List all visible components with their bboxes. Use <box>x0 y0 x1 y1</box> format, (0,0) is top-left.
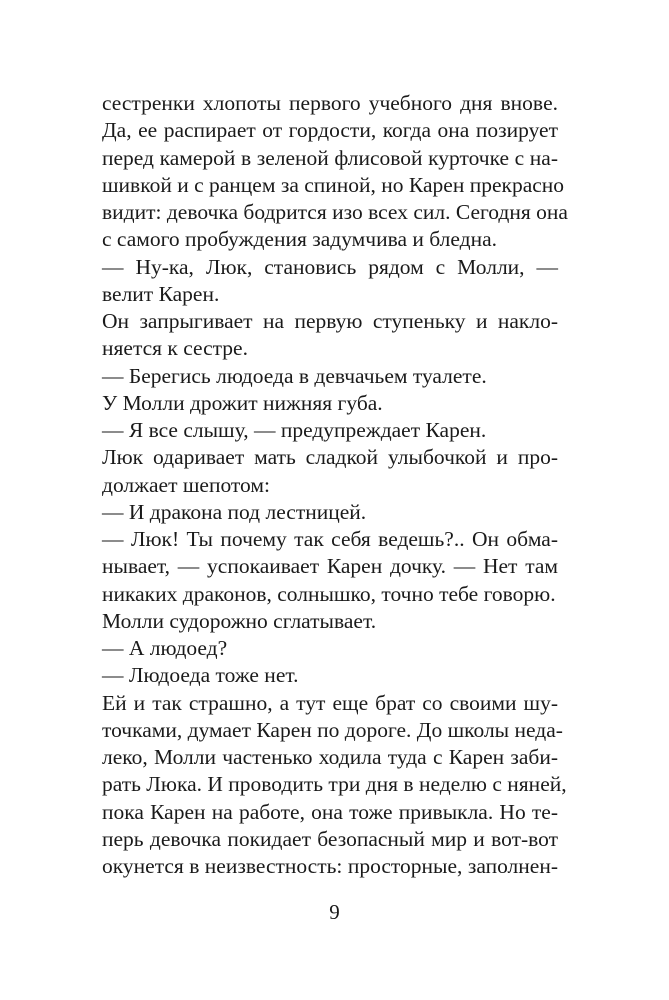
text-line: окунется в неизвестность: просторные, заполнен- <box>102 854 558 878</box>
text-line: перь девочка покидает безопасный мир и вот-вот <box>102 826 558 851</box>
text-line: Ей и так страшно, а тут еще брат со своими шу- <box>102 690 558 715</box>
text-line: леко, Молли частенько ходила туда с Карен заби- <box>102 745 558 769</box>
text-line: Люк одаривает мать сладкой улыбочкой и про- <box>102 445 558 470</box>
text-line: рать Люка. И проводить три дня в неделю с няней, <box>102 772 567 797</box>
text-line: пока Карен на работе, она тоже привыкла. Но те- <box>102 799 558 824</box>
text-line: велит Карен. <box>102 281 220 306</box>
text-line: — Людоеда тоже нет. <box>102 663 299 688</box>
text-line: должает шепотом: <box>102 472 270 497</box>
text-line: сестренки хлопоты первого учебного дня вновe. <box>102 91 558 115</box>
text-line: перед камерой в зеленой флисовой курточке с на- <box>102 145 558 170</box>
text-line: видит: девочка бодрится изо всех сил. Сегодня она <box>102 200 568 224</box>
text-line: — И дракона под лестницей. <box>102 499 367 524</box>
text-line: У Молли дрожит нижняя губа. <box>102 390 383 415</box>
text-line: Он запрыгивает на первую ступеньку и накло- <box>102 309 558 333</box>
text-line: Молли судорожно сглатывает. <box>102 608 377 633</box>
text-line: точками, думает Карен по дороге. До школы неда- <box>102 717 563 742</box>
text-line: няется к сестре. <box>102 336 248 361</box>
text-line: нывает, — успокаивает Карен дочку. — Нет там <box>102 554 558 579</box>
page-number: 9 <box>329 900 340 924</box>
text-line: — Ну-ка, Люк, становись рядом с Молли, — <box>102 254 558 279</box>
text-line: с самого пробуждения задумчива и бледна. <box>102 227 498 252</box>
text-line: — Люк! Ты почему так себя ведешь?.. Он обма- <box>102 527 558 551</box>
body-text <box>102 90 568 880</box>
text-line: шивкой и с ранцем за спиной, но Карен прекрасно <box>102 172 565 197</box>
text-line: никаких драконов, солнышко, точно тебе говорю. <box>102 581 556 606</box>
text-line: — Я все слышу, — предупреждает Карен. <box>102 418 487 442</box>
text-line: — Берегись людоеда в девчачьем туалете. <box>102 363 487 388</box>
text-line: — А людоед? <box>102 636 228 660</box>
text-line: Да, ее распирает от гордости, когда она позирует <box>102 118 558 143</box>
